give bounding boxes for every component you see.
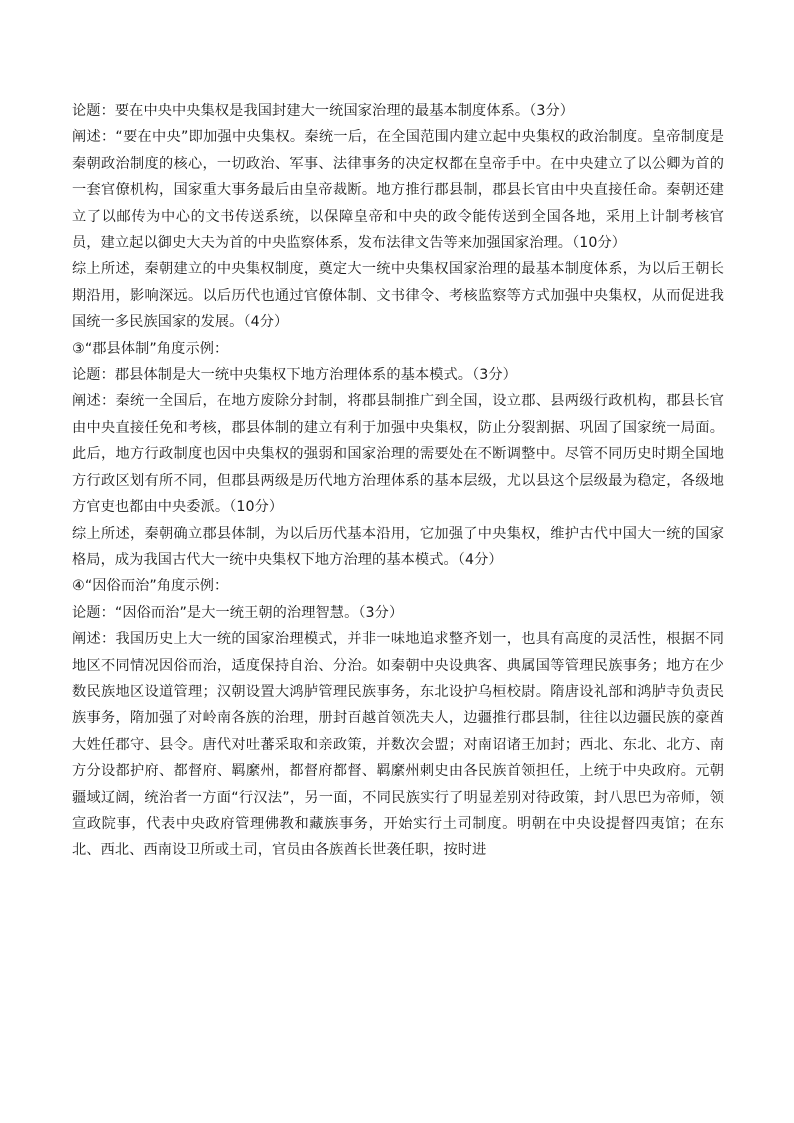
thesis-paragraph-central: 论题：要在中央中央集权是我国封建大一统国家治理的最基本制度体系。（3分） bbox=[72, 103, 575, 119]
thesis-paragraph-commandery: 论题：郡县体制是大一统中央集权下地方治理体系的基本模式。（3分） bbox=[72, 367, 517, 384]
thesis-paragraph-custom: 论题：“因俗而治”是大一统王朝的治理智慧。（3分） bbox=[72, 604, 404, 621]
elaboration-paragraph-central: 阐述：“要在中央”即加强中央集权。秦统一后，在全国范围内建立起中央集权的政治制度。皇帝制度是秦朝政治制度的核心，一切政治、军事、法律事务的决定权都在皇帝手中。在中央建立了以公卿为首的一套官僚机构，国家重大事务最后由皇帝裁断。地方推行郡县制，郡县长官由中央直接任命。秦朝还建立了以邮传为中心的文书传送系统，以保障皇帝和中央的政令能传送到全国各地，采用上计制考核官员，建立起以御史大夫为首的中央监察体系，发布法律文告等来加强国家治理。（10分） bbox=[72, 129, 724, 252]
section-heading-custom: ④“因俗而治”角度示例： bbox=[72, 578, 229, 595]
section-heading-commandery: ③“郡县体制”角度示例： bbox=[72, 340, 229, 357]
summary-paragraph-central: 综上所述，秦朝建立的中央集权制度，奠定大一统中央集权国家治理的最基本制度体系，为以后王朝长期沿用，影响深远。以后历代也通过官僚体制、文书律令、考核监察等方式加强中央集权，从而促进我国统一多民族国家的发展。（4分） bbox=[72, 261, 724, 331]
summary-paragraph-commandery: 综上所述，秦朝确立郡县体制，为以后历代基本沿用，它加强了中央集权，维护古代中国大一统的国家格局，成为我国古代大一统中央集权下地方治理的基本模式。（4分） bbox=[72, 525, 724, 568]
document-body bbox=[72, 98, 724, 864]
elaboration-paragraph-commandery: 阐述：秦统一全国后，在地方废除分封制，将郡县制推广到全国，设立郡、县两级行政机构，郡县长官由中央直接任免和考核，郡县体制的建立有利于加强中央集权，防止分裂割据、巩固了国家统一局面。此后，地方行政制度也因中央集权的强弱和国家治理的需要处在不断调整中。尽管不同历史时期全国地方行政区划有所不同，但郡县两级是历代地方治理体系的基本层级，尤以县这个层级最为稳定，各级地方官吏也都由中央委派。（10分） bbox=[72, 393, 724, 516]
elaboration-paragraph-custom: 阐述：我国历史上大一统的国家治理模式，并非一味地追求整齐划一，也具有高度的灵活性，根据不同地区不同情况因俗而治，适度保持自治、分治。如秦朝中央设典客、典属国等管理民族事务；地方在少数民族地区设道管理；汉朝设置大鸿胪管理民族事务，东北设护乌桓校尉。隋唐设礼部和鸿胪寺负责民族事务，隋加强了对岭南各族的治理，册封百越首领冼夫人，边疆推行郡县制，往往以边疆民族的豪酋大姓任郡守、县令。唐代对吐蕃采取和亲政策，并数次会盟；对南诏诸王加封；西北、东北、北方、南方分设都护府、都督府、羁縻州，都督府都督、羁縻州刺史由各民族首领担任，上统于中央政府。元朝疆域辽阔，统治者一方面“行汉法”，另一面，不同民族实行了明显差别对待政策，封八思巴为帝师，领宣政院事，代表中央政府管理佛教和藏族事务，开始实行土司制度。明朝在中央设提督四夷馆；在东北、西北、西南设卫所或土司，官员由各族酋长世袭任职，按时进 bbox=[72, 631, 724, 859]
